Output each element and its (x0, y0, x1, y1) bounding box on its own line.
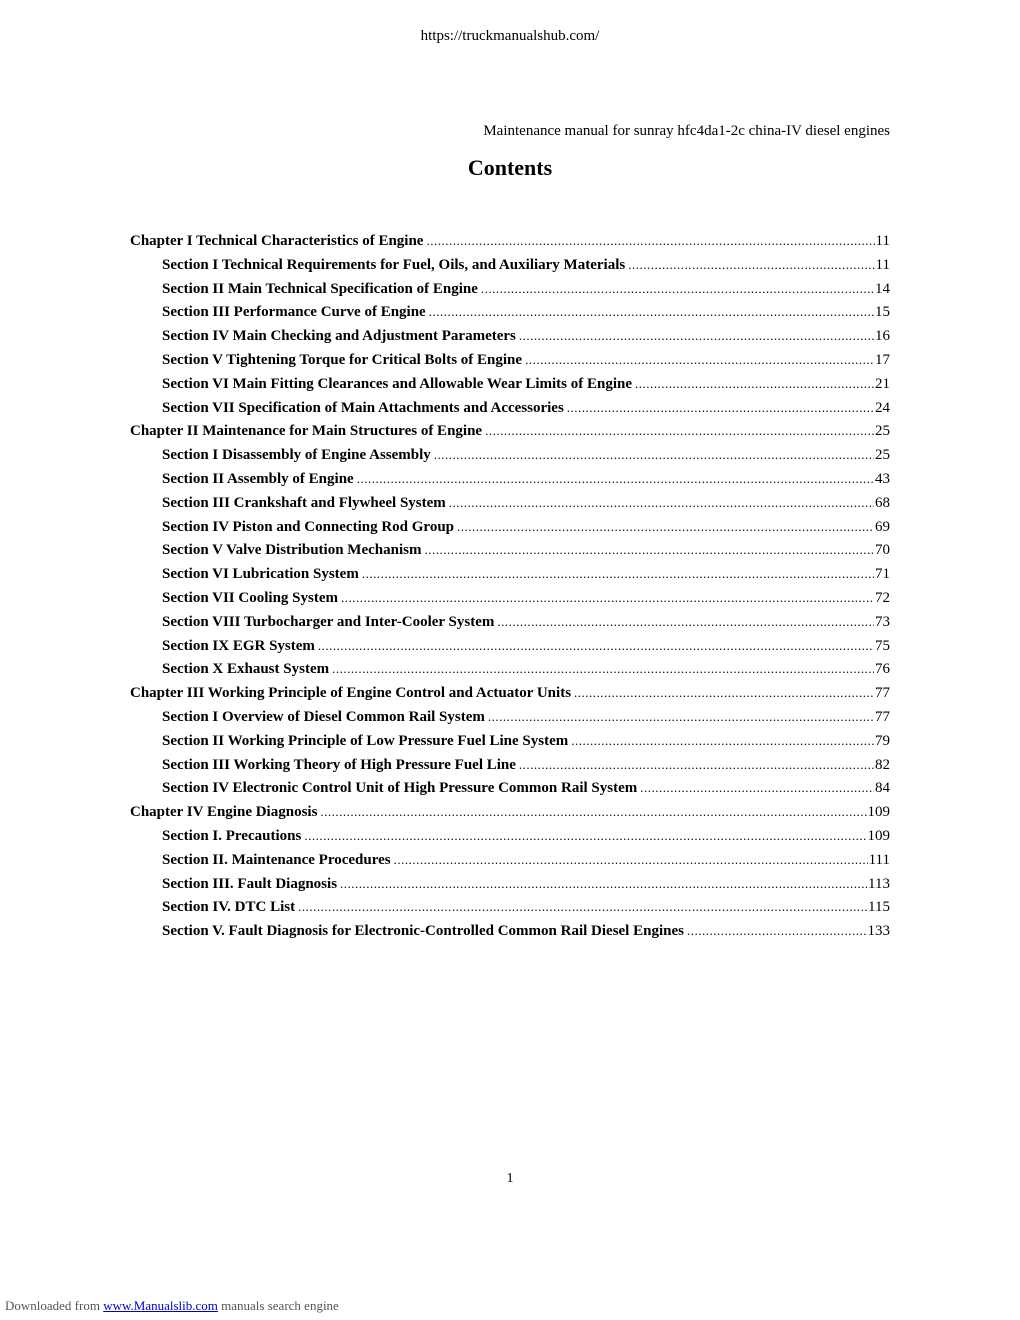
toc-section-entry[interactable] (130, 471, 890, 495)
toc-entry-title: Section I Disassembly of Engine Assembly (162, 447, 431, 464)
toc-section-entry[interactable] (130, 661, 890, 685)
toc-dot-leader (488, 709, 874, 725)
running-header: Maintenance manual for sunray hfc4da1-2c china-IV diesel engines (483, 123, 890, 139)
toc-entry-title: Section VI Main Fitting Clearances and Allowable Wear Limits of Engine (162, 375, 633, 392)
toc-dot-leader (640, 780, 874, 796)
toc-dot-leader (519, 328, 874, 344)
toc-entry-title: Section II. Maintenance Procedures (162, 851, 391, 868)
toc-dot-leader (497, 614, 874, 630)
toc-entry-page: 111 (868, 851, 890, 868)
toc-entry-page: 109 (867, 804, 890, 821)
toc-section-entry[interactable] (130, 638, 890, 662)
toc-section-entry[interactable] (130, 519, 890, 543)
toc-entry-title: Section V. Fault Diagnosis for Electronic-Controlled Common Rail Diesel Engines (162, 923, 684, 940)
manualslib-link[interactable]: www.Manualslib.com (103, 1298, 218, 1313)
top-url: https://truckmanualshub.com/ (420, 28, 600, 44)
toc-section-entry[interactable] (130, 352, 890, 376)
toc-section-entry[interactable] (130, 757, 890, 781)
toc-dot-leader (567, 400, 874, 416)
toc-section-entry[interactable] (130, 876, 890, 900)
toc-dot-leader (341, 590, 874, 606)
toc-section-entry[interactable] (130, 899, 890, 923)
toc-dot-leader (485, 423, 874, 439)
toc-dot-leader (429, 304, 874, 320)
download-footer (5, 1298, 339, 1314)
toc-entry-title: Section IX EGR System (162, 637, 315, 654)
toc-entry-title: Section III Working Theory of High Pressure Fuel Line (162, 756, 516, 773)
toc-entry-title: Section IV Piston and Connecting Rod Group (162, 518, 455, 535)
toc-entry-title: Section VII Cooling System (162, 589, 338, 606)
toc-entry-title: Section VII Specification of Main Attachments and Accessories (162, 399, 564, 416)
toc-entry-page: 25 (875, 423, 890, 440)
toc-entry-title: Section II Assembly of Engine (162, 470, 354, 487)
toc-dot-leader (332, 661, 874, 677)
toc-entry-page: 16 (875, 328, 890, 345)
toc-entry-title: Section III. Fault Diagnosis (162, 875, 338, 892)
toc-dot-leader (304, 828, 866, 844)
toc-section-entry[interactable] (130, 281, 890, 305)
toc-section-entry[interactable] (130, 447, 890, 471)
toc-entry-title: Section I Technical Requirements for Fuel, Oils, and Auxiliary Materials (162, 256, 626, 273)
toc-dot-leader (424, 542, 874, 558)
toc-entry-title: Chapter III Working Principle of Engine Control and Actuator Units (130, 685, 572, 702)
toc-dot-leader (481, 281, 874, 297)
toc-section-entry[interactable] (130, 566, 890, 590)
toc-entry-title: Section IV. DTC List (162, 899, 296, 916)
toc-entry-title: Chapter IV Engine Diagnosis (130, 804, 318, 821)
toc-entry-page: 24 (875, 399, 890, 416)
toc-entry-title: Section VI Lubrication System (162, 566, 359, 583)
toc-dot-leader (362, 566, 874, 582)
toc-entry-page: 14 (875, 280, 890, 297)
toc-section-entry[interactable] (130, 709, 890, 733)
toc-entry-title: Section II Main Technical Specification of Engine (162, 280, 478, 297)
footer-suffix: manuals search engine (221, 1298, 339, 1313)
toc-entry-page: 43 (875, 470, 890, 487)
toc-entry-title: Chapter I Technical Characteristics of Engine (130, 233, 424, 249)
toc-entry-page: 15 (875, 304, 890, 321)
footer-prefix: Downloaded from (5, 1298, 100, 1313)
toc-chapter-entry[interactable] (130, 233, 890, 257)
toc-entry-page: 69 (875, 518, 890, 535)
toc-dot-leader (340, 876, 867, 892)
toc-dot-leader (394, 852, 868, 868)
toc-section-entry[interactable] (130, 257, 890, 281)
toc-entry-page: 82 (875, 756, 890, 773)
toc-entry-page: 17 (875, 351, 890, 368)
toc-entry-page: 73 (875, 613, 890, 630)
toc-entry-page: 133 (867, 923, 890, 940)
toc-chapter-entry[interactable] (130, 685, 890, 709)
toc-section-entry[interactable] (130, 923, 890, 947)
toc-section-entry[interactable] (130, 304, 890, 328)
toc-entry-title: Section IV Electronic Control Unit of High Pressure Common Rail System (162, 780, 638, 797)
toc-dot-leader (357, 471, 874, 487)
toc-section-entry[interactable] (130, 614, 890, 638)
toc-entry-title: Section III Crankshaft and Flywheel System (162, 494, 446, 511)
toc-entry-page: 75 (875, 637, 890, 654)
toc-dot-leader (320, 804, 866, 820)
toc-dot-leader (571, 733, 874, 749)
toc-entry-page: 25 (875, 447, 890, 464)
toc-dot-leader (318, 638, 874, 654)
toc-entry-page: 71 (875, 566, 890, 583)
toc-dot-leader (434, 447, 874, 463)
table-of-contents (130, 233, 890, 947)
toc-entry-page: 77 (875, 708, 890, 725)
toc-entry-title: Section II Working Principle of Low Pressure Fuel Line System (162, 732, 569, 749)
toc-entry-page: 11 (875, 233, 890, 249)
toc-dot-leader (457, 519, 874, 535)
page-title: Contents (467, 155, 553, 180)
toc-entry-title: Section X Exhaust System (162, 661, 330, 678)
toc-section-entry[interactable] (130, 542, 890, 566)
toc-entry-title: Section I. Precautions (162, 827, 302, 844)
toc-entry-page: 21 (875, 375, 890, 392)
toc-dot-leader (687, 923, 867, 939)
toc-section-entry[interactable] (130, 733, 890, 757)
toc-entry-page: 77 (875, 685, 890, 702)
toc-entry-page: 79 (875, 732, 890, 749)
toc-section-entry[interactable] (130, 376, 890, 400)
toc-dot-leader (628, 257, 874, 273)
toc-section-entry[interactable] (130, 495, 890, 519)
toc-entry-page: 70 (875, 542, 890, 559)
toc-chapter-entry[interactable] (130, 423, 890, 447)
toc-dot-leader (525, 352, 874, 368)
toc-entry-page: 113 (868, 875, 890, 892)
toc-dot-leader (519, 757, 874, 773)
toc-entry-title: Section IV Main Checking and Adjustment Parameters (162, 328, 516, 345)
toc-entry-page: 11 (875, 256, 890, 273)
toc-section-entry[interactable] (130, 780, 890, 804)
toc-chapter-entry[interactable] (130, 804, 890, 828)
toc-entry-page: 76 (875, 661, 890, 678)
toc-dot-leader (426, 233, 874, 249)
toc-entry-page: 72 (875, 589, 890, 606)
toc-section-entry[interactable] (130, 400, 890, 424)
toc-entry-title: Chapter II Maintenance for Main Structures of Engine (130, 423, 483, 440)
toc-section-entry[interactable] (130, 852, 890, 876)
toc-section-entry[interactable] (130, 328, 890, 352)
toc-section-entry[interactable] (130, 828, 890, 852)
toc-dot-leader (635, 376, 874, 392)
toc-entry-page: 84 (875, 780, 890, 797)
toc-section-entry[interactable] (130, 590, 890, 614)
page-number: 1 (506, 1171, 514, 1186)
toc-entry-title: Section I Overview of Diesel Common Rail System (162, 708, 485, 725)
toc-entry-page: 109 (867, 827, 890, 844)
toc-entry-title: Section V Tightening Torque for Critical Bolts of Engine (162, 351, 523, 368)
toc-dot-leader (298, 899, 867, 915)
toc-dot-leader (449, 495, 874, 511)
toc-entry-page: 68 (875, 494, 890, 511)
toc-entry-title: Section III Performance Curve of Engine (162, 304, 426, 321)
toc-dot-leader (574, 685, 874, 701)
toc-entry-page: 115 (868, 899, 890, 916)
toc-entry-title: Section VIII Turbocharger and Inter-Cooler System (162, 613, 495, 630)
toc-entry-title: Section V Valve Distribution Mechanism (162, 542, 422, 559)
